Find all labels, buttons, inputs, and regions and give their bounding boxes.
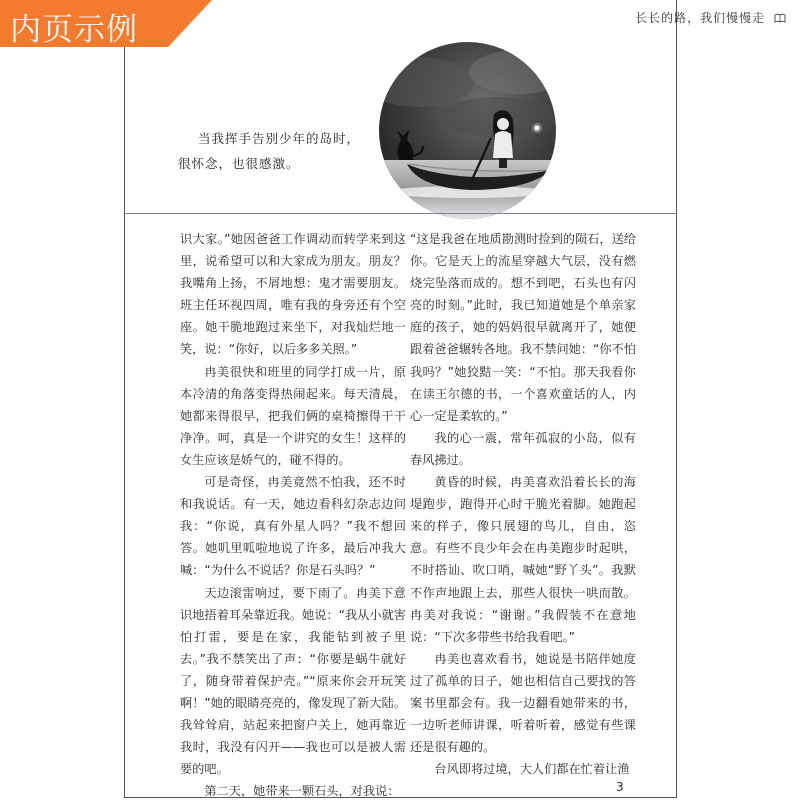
paragraph: “这是我爸在地质勘测时捡到的陨石，送给你。它是天上的流星穿越大气层，没有燃烧完坠落而成的。想不到吧，石头也有闪亮的时刻。”此时，我已知道她是个单亲家庭的孩子，她的妈妈很早就离开了，她便跟着爸爸辗转各地。我不禁问她：“你不怕我吗？”她狡黠一笑：“不怕。那天我看你在读王尔德的书，一个喜欢童话的人，内心一定是柔软的。” <box>410 232 636 423</box>
book-icon <box>774 13 786 23</box>
text-column-right <box>410 228 636 780</box>
paragraph: 天边滚雷响过，要下雨了。冉美下意识地捂着耳朵靠近我。她说：“我从小就害怕打雷，要是在家，我能钻到被子里去。”我不禁笑出了声：“你要是蜗牛就好了，随身带着保护壳。”“原来你会开玩笑啊！”她的眼睛亮亮的，像发现了新大陆。我耸耸肩，站起来把窗户关上，她再靠近我时，我没有闪开——我也可以是被人需要的吧。 <box>180 585 406 777</box>
paragraph: 我的心一震，常年孤寂的小岛，似有春风拂过。 <box>410 430 636 467</box>
paragraph: 识大家。”她因爸爸工作调动而转学来到这里，说希望可以和大家成为朋友。朋友？我嘴角上扬，不屑地想：鬼才需要朋友。班主任环视四周，唯有我的身旁还有个空座。她干脆地跑过来坐下，对我灿烂地一笑，说：“你好，以后多多关照。” <box>180 232 406 357</box>
running-header <box>635 9 786 26</box>
paragraph: 冉美也喜欢看书，她说是书陪伴她度过了孤单的日子，她也相信自己要找的答案书里都会有。我一边翻看她带来的书，一边听老师讲课，听着听着，感觉有些课还是很有趣的。 <box>410 651 636 755</box>
section-divider <box>124 213 677 214</box>
paragraph: 第二天，她带来一颗石头，对我说： <box>204 784 400 799</box>
paragraph: 可是奇怪，冉美竟然不怕我，还不时和我说话。有一天，她边看科幻杂志边问我：“你说，真有外星人吗？”我不想回答。她叽里呱啦地说了许多，最后冲我大喊：“为什么不说话？你是石头吗？” <box>180 475 406 578</box>
pull-quote-line-1: 当我挥手告别少年的岛时， <box>198 131 361 146</box>
text-column-left <box>180 228 406 802</box>
pull-quote <box>178 126 360 176</box>
header-title: 长长的路，我们慢慢走 <box>635 11 766 25</box>
sample-page-badge <box>0 0 212 47</box>
paragraph: 冉美很快和班里的同学打成一片，原本冷清的角落变得热闹起来。每天清晨，她都来得很早，把我们俩的桌椅擦得干干净净。呵，真是一个讲究的女生！这样的女生应该是娇气的，碰不得的。 <box>180 364 406 467</box>
pull-quote-line-2: 很怀念，也很感激。 <box>178 156 300 171</box>
paragraph: 黄昏的时候，冉美喜欢沿着长长的海堤跑步，跑得开心时干脆光着脚。她跑起来的样子，像只展翅的鸟儿，自由，恣意。有些不良少年会在冉美跑步时起哄，不时搭讪、吹口哨，喊她“野丫头”。我默不作声地跟上去，那些人很快一哄而散。冉美对我说：“谢谢。”我假装不在意地说：“下次多带些书给我看吧。” <box>410 475 636 644</box>
page-number: 3 <box>616 780 624 794</box>
badge-label: 内页示例 <box>10 12 138 48</box>
paragraph: 台风即将过境，大人们都在忙着让渔 <box>434 762 630 777</box>
boat-girl-cat-illustration <box>379 42 556 219</box>
